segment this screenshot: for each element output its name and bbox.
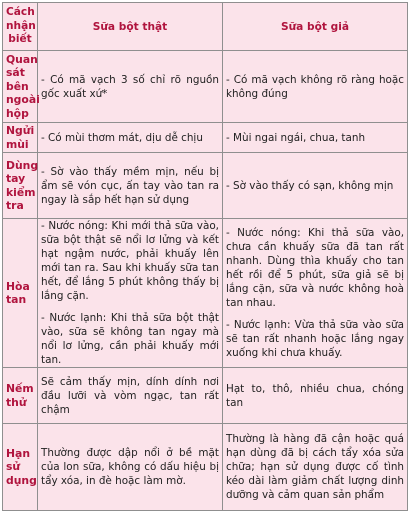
fake-text: - Nước nóng: Khi thả sữa vào, chưa cần khuấy sữa đã tan rất nhanh. Dùng thìa khuấy cho tan hết rồi để 5 phút, sữa giả sẽ bị lắng cặn, sữa và nước không hoà tan nhau. xyxy=(226,227,404,309)
fake-text: - Nước lạnh: Vừa thả sữa vào sữa sẽ tan rất nhanh hoặc lắng ngay xuống khi chưa khuấy. xyxy=(226,319,404,359)
criterion-label: Nếm thử xyxy=(3,368,38,424)
real-text: Thường được dập nổi ở bề mặt của lon sữa, không có dấu hiệu bị tẩy xóa, in đè hoặc làm mờ. xyxy=(41,447,219,487)
header-row xyxy=(3,3,408,51)
criterion-label: Quan sát bên ngoài hộp xyxy=(3,51,38,123)
real-cell xyxy=(38,51,223,123)
real-text: - Nước nóng: Khi mới thả sữa vào, sữa bột thật sẽ nổi lơ lửng và kết hạt ngậm nước, phải khuấy lên mới tan ra. Sau khi khuấy sữa tan hết, để lắng 5 phút không thấy bị lắng cặn. xyxy=(41,220,219,302)
real-cell xyxy=(38,368,223,424)
fake-text: - Mùi ngai ngái, chua, tanh xyxy=(226,131,366,144)
real-text: Sẽ cảm thấy mịn, dính dính nơi đầu lưỡi và vòm ngạc, tan rất chậm xyxy=(41,375,219,416)
table-row xyxy=(3,219,408,368)
criterion-label: Dùng tay kiểm tra xyxy=(3,153,38,219)
fake-text: Thường là hàng đã cận hoặc quá hạn dùng đã bị cách tẩy xóa sửa chữa; hạn sử dụng được cố tình kéo dài làm giảm chất lượng dinh dưỡng và cảm quan sản phẩm xyxy=(226,433,404,501)
header-fake-milk: Sữa bột giả xyxy=(223,3,408,51)
fake-cell xyxy=(223,123,408,153)
real-cell xyxy=(38,153,223,219)
header-criteria: Cách nhận biết xyxy=(3,3,38,51)
real-text: - Nước lạnh: Khi thả sữa bột thật vào, sữa sẽ không tan ngay mà nổi lơ lửng, cần phải khuấy mới tan. xyxy=(41,312,219,366)
fake-cell xyxy=(223,219,408,368)
table-row xyxy=(3,153,408,219)
fake-text: - Có mã vạch không rõ ràng hoặc không đúng xyxy=(226,73,404,100)
fake-text: - Sờ vào thấy có sạn, không mịn xyxy=(226,179,394,192)
fake-cell xyxy=(223,368,408,424)
real-cell xyxy=(38,219,223,368)
criterion-label: Hòa tan xyxy=(3,219,38,368)
table-row xyxy=(3,424,408,511)
real-text: - Có mã vạch 3 số chỉ rõ nguồn gốc xuất xứ* xyxy=(41,73,219,100)
milk-powder-comparison-table xyxy=(2,2,408,511)
real-text: - Sờ vào thấy mềm mịn, nếu bị ẩm sẽ vón cục, ấn tay vào tan ra ngay là sắp hết hạn sử dụng xyxy=(41,165,219,206)
header-real-milk: Sữa bột thật xyxy=(38,3,223,51)
fake-cell xyxy=(223,51,408,123)
table-row xyxy=(3,368,408,424)
real-cell xyxy=(38,424,223,511)
real-cell xyxy=(38,123,223,153)
criterion-label: Ngửi mùi xyxy=(3,123,38,153)
table-row xyxy=(3,51,408,123)
fake-text: Hạt to, thô, nhiều chua, chóng tan xyxy=(226,382,404,409)
criterion-label: Hạn sử dụng xyxy=(3,424,38,511)
table-row xyxy=(3,123,408,153)
real-text: - Có mùi thơm mát, dịu dễ chịu xyxy=(41,131,203,144)
fake-cell xyxy=(223,424,408,511)
fake-cell xyxy=(223,153,408,219)
